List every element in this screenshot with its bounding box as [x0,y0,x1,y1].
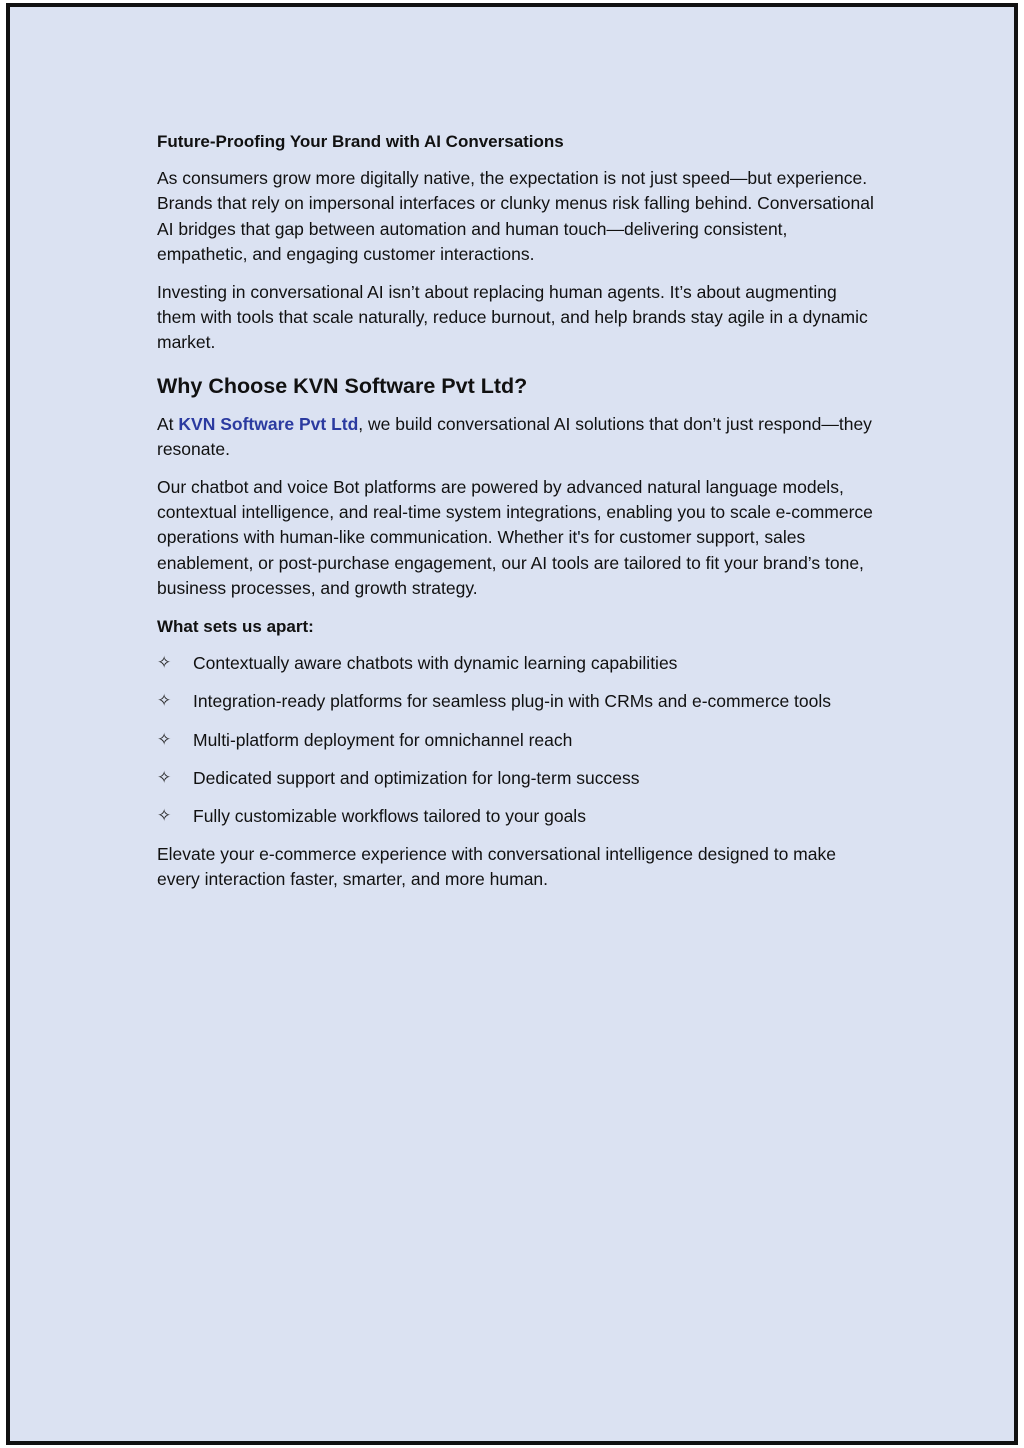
feature-item [157,689,877,714]
section-title: Future-Proofing Your Brand with AI Conversations [157,132,564,151]
document-content [157,129,877,906]
intro-suffix: , we build conversational AI solutions that don’t just respond—they resonate. [157,413,872,459]
paragraph-expectations: As consumers grow more digitally native, the expectation is not just speed—but experience. Brands that rely on impersonal interfaces or clunky menus risk falling behind. Conversational AI bridges that gap between automation and human touch—delivering consistent, empathetic, and engaging customer interactions. [157,168,874,264]
paragraph-investing: Investing in conversational AI isn’t about replacing human agents. It’s about augmenting them with tools that scale naturally, reduce burnout, and help brands stay agile in a dynamic market. [157,282,868,353]
feature-item [157,766,877,791]
star-bullet-icon: ✧ [157,729,172,750]
star-bullet-icon: ✧ [157,653,172,674]
star-bullet-icon: ✧ [157,691,172,712]
intro-prefix: At [157,413,179,434]
paragraph-intro [157,412,877,462]
feature-item [157,728,877,753]
feature-text: Multi-platform deployment for omnichannel reach [193,729,573,750]
feature-text: Fully customizable workflows tailored to your goals [193,806,586,827]
company-link[interactable]: KVN Software Pvt Ltd [178,413,359,434]
feature-item [157,804,877,829]
star-bullet-icon: ✧ [157,806,172,827]
why-choose-heading: Why Choose KVN Software Pvt Ltd? [157,373,528,398]
sets-apart-title: What sets us apart: [157,617,314,637]
feature-text: Integration-ready platforms for seamless plug-in with CRMs and e-commerce tools [193,691,832,712]
feature-list [157,651,877,829]
paragraph-closing: Elevate your e-commerce experience with conversational intelligence designed to make every interaction faster, smarter, and more human. [157,844,836,890]
paragraph-platforms: Our chatbot and voice Bot platforms are powered by advanced natural language models, contextual intelligence, and real-time system integrations, enabling you to scale e-commerce operations with human-like communication. Whether it's for customer support, sales enablement, or post-purchase engagement, our AI tools are tailored to fit your brand’s tone, business processes, and growth strategy. [157,477,873,598]
feature-text: Dedicated support and optimization for long-term success [193,767,640,788]
star-bullet-icon: ✧ [157,767,172,788]
document-page [6,3,1018,1445]
feature-text: Contextually aware chatbots with dynamic learning capabilities [193,653,678,674]
feature-item [157,651,877,676]
